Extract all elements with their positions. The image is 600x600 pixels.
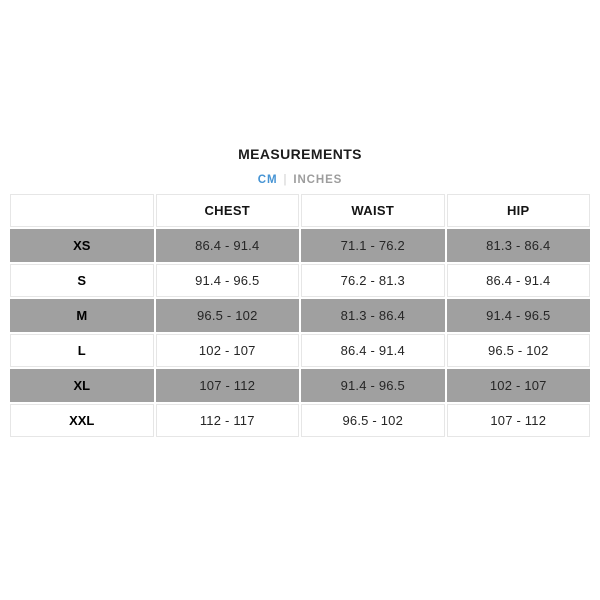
column-header-hip: HIP <box>446 193 592 228</box>
unit-option-cm[interactable]: CM <box>257 174 278 186</box>
measurements-table <box>8 192 592 439</box>
chest-measurement: 102 - 107 <box>155 333 301 368</box>
size-label: XL <box>9 368 155 403</box>
unit-toggle <box>0 174 600 186</box>
waist-measurement: 86.4 - 91.4 <box>300 333 446 368</box>
size-label: XS <box>9 228 155 263</box>
waist-measurement: 81.3 - 86.4 <box>300 298 446 333</box>
hip-measurement: 102 - 107 <box>446 368 592 403</box>
measurements-table-container <box>8 192 592 439</box>
table-row-xs <box>9 228 591 263</box>
page-title: MEASUREMENTS <box>238 146 362 162</box>
table-row-xxl <box>9 403 591 438</box>
column-header-size <box>9 193 155 228</box>
table-row-xl <box>9 368 591 403</box>
table-row-s <box>9 263 591 298</box>
waist-measurement: 91.4 - 96.5 <box>300 368 446 403</box>
chest-measurement: 91.4 - 96.5 <box>155 263 301 298</box>
hip-measurement: 96.5 - 102 <box>446 333 592 368</box>
table-row-m <box>9 298 591 333</box>
chest-measurement: 96.5 - 102 <box>155 298 301 333</box>
unit-option-inches[interactable]: INCHES <box>293 174 343 186</box>
chest-measurement: 107 - 112 <box>155 368 301 403</box>
size-label: XXL <box>9 403 155 438</box>
hip-measurement: 86.4 - 91.4 <box>446 263 592 298</box>
size-label: M <box>9 298 155 333</box>
size-label: L <box>9 333 155 368</box>
chest-measurement: 86.4 - 91.4 <box>155 228 301 263</box>
waist-measurement: 96.5 - 102 <box>300 403 446 438</box>
header-row <box>9 193 591 228</box>
hip-measurement: 107 - 112 <box>446 403 592 438</box>
hip-measurement: 91.4 - 96.5 <box>446 298 592 333</box>
size-label: S <box>9 263 155 298</box>
waist-measurement: 76.2 - 81.3 <box>300 263 446 298</box>
unit-toggle-separator: | <box>283 174 288 186</box>
column-header-chest: CHEST <box>155 193 301 228</box>
table-row-l <box>9 333 591 368</box>
hip-measurement: 81.3 - 86.4 <box>446 228 592 263</box>
column-header-waist: WAIST <box>300 193 446 228</box>
waist-measurement: 71.1 - 76.2 <box>300 228 446 263</box>
chest-measurement: 112 - 117 <box>155 403 301 438</box>
